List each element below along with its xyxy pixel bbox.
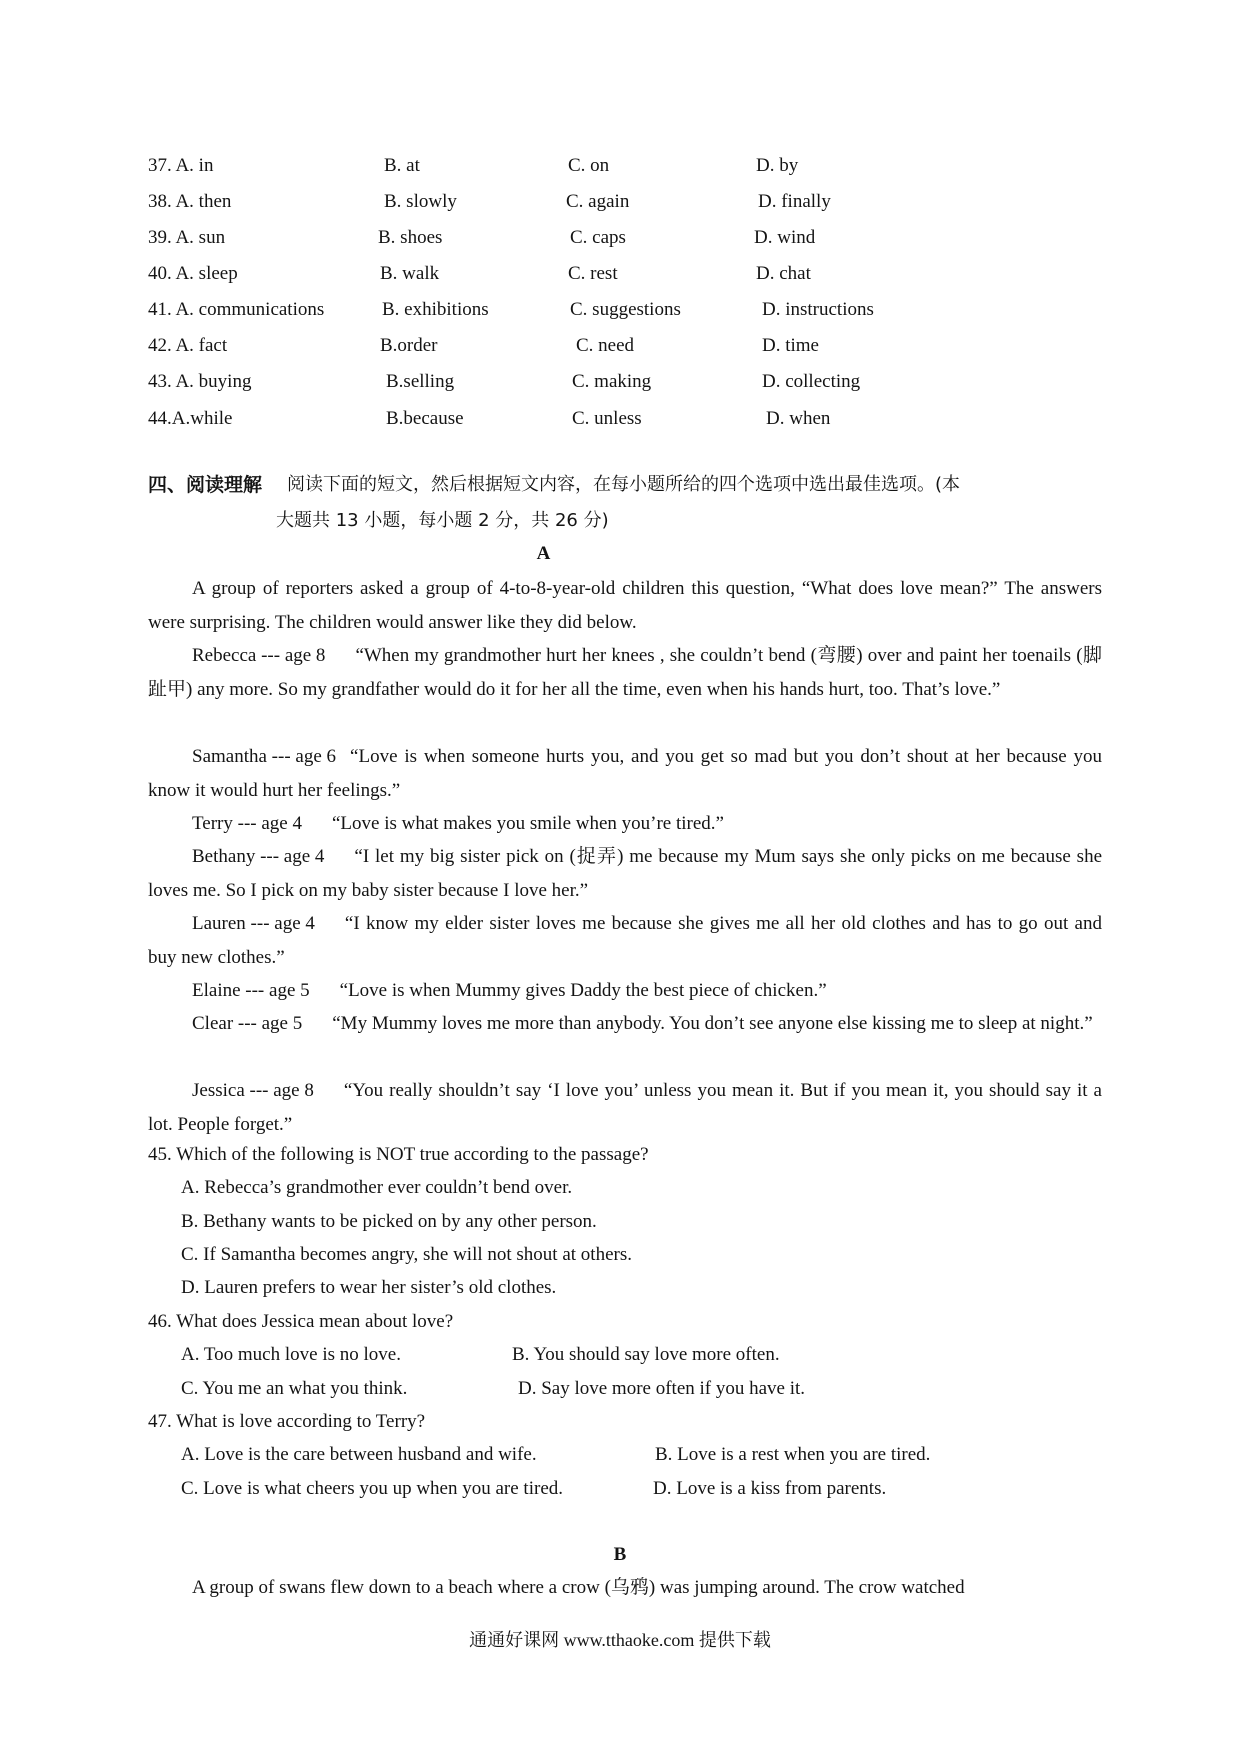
option-b: B.order <box>380 335 438 356</box>
child-answer: “Love is when someone hurts you, and you get so mad but you don’t shout at her because you know it would hurt her feelings.” <box>148 746 1102 801</box>
option-b: B. slowly <box>384 191 457 212</box>
child-name: Rebecca --- age 8 <box>192 645 326 666</box>
child-answer: “I know my elder sister loves me because she gives me all her old clothes and has to go out and buy new clothes.” <box>148 913 1102 968</box>
child-answer: “When my grandmother hurt her knees , she couldn’t bend (弯腰) over and paint her toenails (脚趾甲) any more. So my grandfather would do it for her all the time, even when his hands hurt, too. That’s love.” <box>148 645 1102 700</box>
question-46-option-c: C. You me an what you think. <box>181 1378 408 1399</box>
question-46-option-a: A. Too much love is no love. <box>181 1344 401 1365</box>
option-row <box>148 407 1048 431</box>
child-answer: “I let my big sister pick on (捉弄) me because my Mum says she only picks on me because she loves me. So I pick on my baby sister because I love her.” <box>148 846 1102 901</box>
answer-paragraph <box>148 807 1102 841</box>
section-instruction-cont: 大题共 13 小题，每小题 2 分，共 26 分) <box>276 510 609 531</box>
child-name: Clear --- age 5 <box>192 1013 303 1034</box>
question-47-option-b: B. Love is a rest when you are tired. <box>655 1444 931 1465</box>
option-a: 38. A. then <box>148 191 232 212</box>
option-d: D. instructions <box>762 299 874 320</box>
child-name: Terry --- age 4 <box>192 813 302 834</box>
option-b: B. walk <box>380 263 440 284</box>
question-47-option-a: A. Love is the care between husband and wife. <box>181 1444 537 1465</box>
option-b: B.because <box>386 408 464 429</box>
question-46-option-b: B. You should say love more often. <box>512 1344 780 1365</box>
question-46: 46. What does Jessica mean about love? <box>148 1311 454 1332</box>
option-row <box>148 154 1048 178</box>
option-a: 41. A. communications <box>148 299 325 320</box>
child-answer: “You really shouldn’t say ‘I love you’ unless you mean it. But if you mean it, you should say it a lot. People forget.” <box>148 1080 1102 1135</box>
option-b: B. at <box>384 155 420 176</box>
option-d: D. by <box>756 155 799 176</box>
option-d: D. time <box>762 335 819 356</box>
page-footer: 通通好课网 www.tthaoke.com 提供下载 <box>469 1630 771 1650</box>
passage-b-label: B <box>613 1544 627 1565</box>
option-c: C. rest <box>568 263 618 284</box>
option-a: 42. A. fact <box>148 335 228 356</box>
option-c: C. making <box>572 371 652 392</box>
option-row <box>148 370 1048 394</box>
answer-paragraph <box>148 1074 1102 1141</box>
option-a: 40. A. sleep <box>148 263 238 284</box>
option-d: D. when <box>766 408 831 429</box>
option-d: D. chat <box>756 263 811 284</box>
option-row <box>148 262 1048 286</box>
child-name: Samantha --- age 6 <box>192 746 337 767</box>
option-d: D. collecting <box>762 371 861 392</box>
question-45-option-d: D. Lauren prefers to wear her sister’s old clothes. <box>181 1277 557 1298</box>
answer-paragraph <box>148 1007 1102 1041</box>
child-answer: “My Mummy loves me more than anybody. You don’t see anyone else kissing me to sleep at night.” <box>332 1013 1093 1034</box>
option-row <box>148 190 1048 214</box>
child-name: Elaine --- age 5 <box>192 980 310 1001</box>
question-45: 45. Which of the following is NOT true according to the passage? <box>148 1144 649 1165</box>
option-a: 43. A. buying <box>148 371 252 392</box>
option-c: C. need <box>576 335 635 356</box>
option-row <box>148 226 1048 250</box>
question-47-option-d: D. Love is a kiss from parents. <box>653 1478 887 1499</box>
option-d: D. finally <box>758 191 831 212</box>
section-instruction: 阅读下面的短文，然后根据短文内容，在每小题所给的四个选项中选出最佳选项。(本 <box>287 474 961 495</box>
section-title: 四、阅读理解 <box>148 474 263 496</box>
option-c: C. caps <box>570 227 626 248</box>
option-a: 37. A. in <box>148 155 214 176</box>
option-c: C. on <box>568 155 610 176</box>
option-b: B.selling <box>386 371 455 392</box>
option-c: C. again <box>566 191 630 212</box>
option-b: B. shoes <box>378 227 443 248</box>
passage-b-intro: A group of swans flew down to a beach where a crow (乌鸦) was jumping around. The crow watched <box>192 1577 965 1598</box>
passage-a-label: A <box>536 543 551 564</box>
question-45-option-b: B. Bethany wants to be picked on by any other person. <box>181 1211 597 1232</box>
question-45-option-a: A. Rebecca’s grandmother ever couldn’t bend over. <box>181 1177 573 1198</box>
answer-paragraph <box>148 840 1102 907</box>
child-name: Jessica --- age 8 <box>192 1080 314 1101</box>
answer-paragraph <box>148 639 1102 706</box>
option-c: C. suggestions <box>570 299 681 320</box>
child-answer: “Love is what makes you smile when you’re tired.” <box>331 813 724 834</box>
passage-a-intro: A group of reporters asked a group of 4-to-8-year-old children this question, “What does love mean?” The answers were surprising. The children would answer like they did below. <box>148 578 1102 633</box>
option-row <box>148 334 1048 358</box>
option-b: B. exhibitions <box>382 299 489 320</box>
option-c: C. unless <box>572 408 642 429</box>
answer-paragraph <box>148 907 1102 974</box>
child-name: Bethany --- age 4 <box>192 846 325 867</box>
answer-paragraph <box>148 974 1102 1008</box>
child-name: Lauren --- age 4 <box>192 913 315 934</box>
option-row <box>148 298 1048 322</box>
answer-paragraph <box>148 740 1102 807</box>
question-47-option-c: C. Love is what cheers you up when you are tired. <box>181 1478 564 1499</box>
child-answer: “Love is when Mummy gives Daddy the best piece of chicken.” <box>339 980 827 1001</box>
question-47: 47. What is love according to Terry? <box>148 1411 426 1432</box>
option-d: D. wind <box>754 227 816 248</box>
question-45-option-c: C. If Samantha becomes angry, she will not shout at others. <box>181 1244 632 1265</box>
option-a: 44.A.while <box>148 408 233 429</box>
option-a: 39. A. sun <box>148 227 226 248</box>
question-46-option-d: D. Say love more often if you have it. <box>518 1378 806 1399</box>
